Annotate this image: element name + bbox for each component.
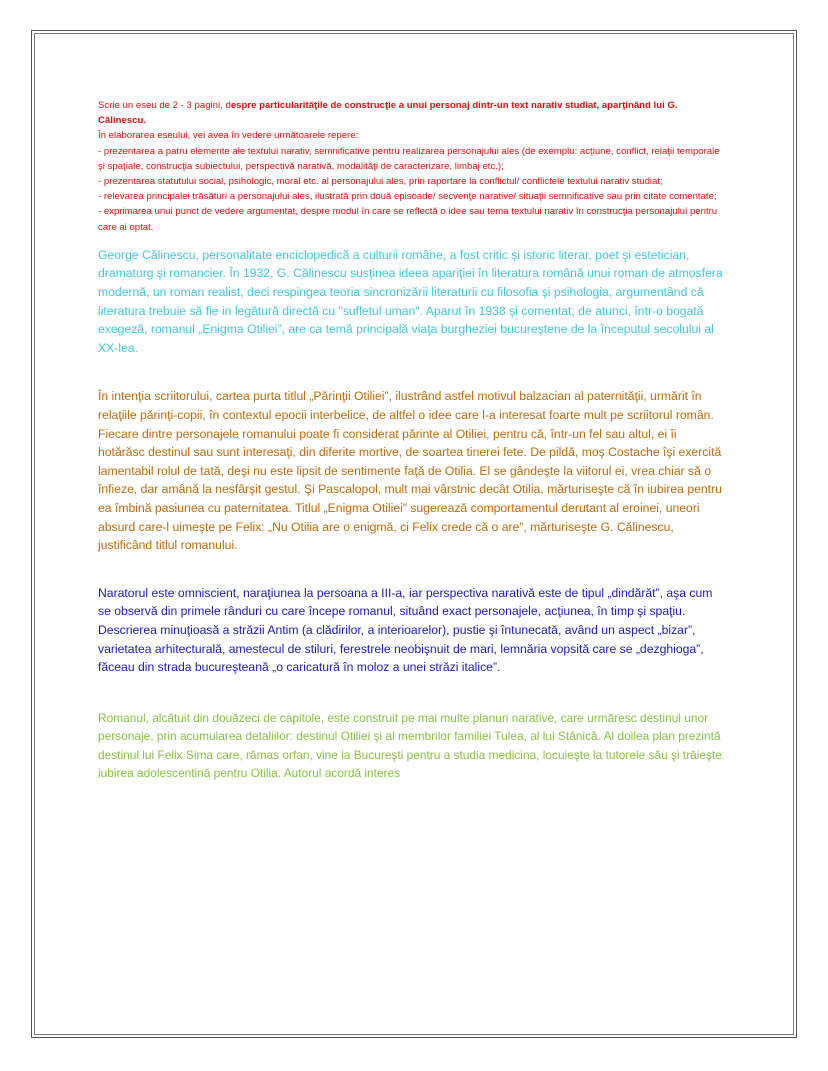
task-item: - prezentarea statutului social, psihologic, moral etc. al personajului ales, prin raportare la conflictul/ conflictele textului narativ studiat; xyxy=(98,176,663,188)
task-item: - prezentarea a patru elemente ale textului narativ, semnificative pentru realizarea personajului ales (de exemplu: acţiune, conflict, relaţii temporale şi spaţiale, construcţia subiectului, perspectivă narativă, modalităţi de caracterizare, limbaj etc.); xyxy=(98,145,720,172)
task-item: - relevarea principalei trăsături a personajului ales, ilustrată prin două episoade/ secvenţe narative/ situaţii semnificative sau prin citate comentate; xyxy=(98,191,717,203)
document-page xyxy=(34,33,794,1035)
task-item: - exprimarea unui punct de vedere argumentat, despre modul în care se reflectă o idee sau tema textului narativ în construcţia personajului pentru care ai optat. xyxy=(98,206,718,233)
essay-task xyxy=(98,98,723,235)
paragraph-structure: Romanul, alcătuit din douăzeci de capitole, este construit pe mai multe planuri narative, care urmăresc destinul unor personaje, prin acumularea detaliilor: destinul Otiliei şi al membrilor familiei Tulea, al lui Stănică. Al doilea plan prezintă destinul lui Felix Sima care, rămas orfan, vine la Bucureşti pentru a studia medicina, locuieşte la tutorele său şi trăieşte iubirea adolescentină pentru Otilia. Autorul acordă interes xyxy=(98,710,722,781)
task-intro: În elaborarea eseului, vei avea în vedere următoarele repere: xyxy=(98,130,359,142)
paragraph-author-intro: George Călinescu, personalitate enciclopedică a culturii române, a fost critic şi istoric literar, poet şi estetician, dramaturg şi romancier. În 1932, G. Călinescu susţinea ideea apariţiei în literatura română unui roman de atmosfera modernă, un roman realist, deci respingea teoria sincronizării literaturii cu filosofia şi psihologia, argumentând că literatura trebuie să fie in legătură directă cu "sufletul uman". Aparut în 1938 şi comentat, de atunci, într-o bogată exegeză, romanul „Enigma Otiliei”, are ca temă principală viaţa burgheziei bucureştene de la începutul secolului al XX-lea. xyxy=(98,247,723,355)
task-heading xyxy=(98,98,723,128)
paragraph-title-meaning: În intenţia scriitorului, cartea purta titlul „Părinţii Otiliei”, ilustrând astfel motivul balzacian al paternităţii, urmărit în relaţiile părinţi-copii, în contextul epocii interbelice, de altfel o idee care l-a interesat foarte mult pe scriitorul român. Fiecare dintre personajele romanului poate fi considerat părinte al Otiliei, pentru că, într-un fel sau altul, ei îi hotărăsc destinul sau sunt interesaţi, din diferite mortive, de soartea tinerei fete. De pildă, moş Costache îşi exercită lamentabil rolul de tată, deşi nu este lipsit de sentimente faţă de Otilia. El se gândeşte la viitorul ei, vrea chiar să o înfieze, dar amână la nesfârşit gestul. Şi Pascalopol, mult mai vârstnic decât Otilia, mărturiseşte că în iubirea pentru ea îmbină pasiunea cu paternitatea. Titlul „Enigma Otiliei” sugerează comportamentul derutant al eroinei, uneori absurd care-l uimeşte pe Felix: „Nu Otilia are o enigmă, ci Felix crede că o are”, mărturiseşte G. Călinescu, justificând titlul romanului. xyxy=(98,389,722,553)
task-heading-bold: espre particularităţile de construcţie a unui personaj dintr-un text narativ studiat, aparţinând lui G. Călinescu. xyxy=(98,100,678,127)
document-content xyxy=(98,98,723,783)
paragraph-narrator: Naratorul este omniscient, naraţiunea la persoana a III-a, iar perspectiva narativă este de tipul „dindărăt”, aşa cum se observă din primele rânduri cu care începe romanul, situând exact personajele, acţiunea, în timp şi spaţiu. Descrierea minuţioasă a străzii Antim (a clădirilor, a interioarelor), pustie şi întunecată, având un aspect „bizar”, varietatea arhitecturală, amestecul de stiluri, ferestrele neobişnuit de mari, lemnăria vopsită care se „dezghioga”, făceau din strada bucureşteană „o caricatură în moloz a unei străzi italice”. xyxy=(98,585,713,675)
task-heading-plain: Scrie un eseu de 2 - 3 pagini, d xyxy=(98,100,231,111)
